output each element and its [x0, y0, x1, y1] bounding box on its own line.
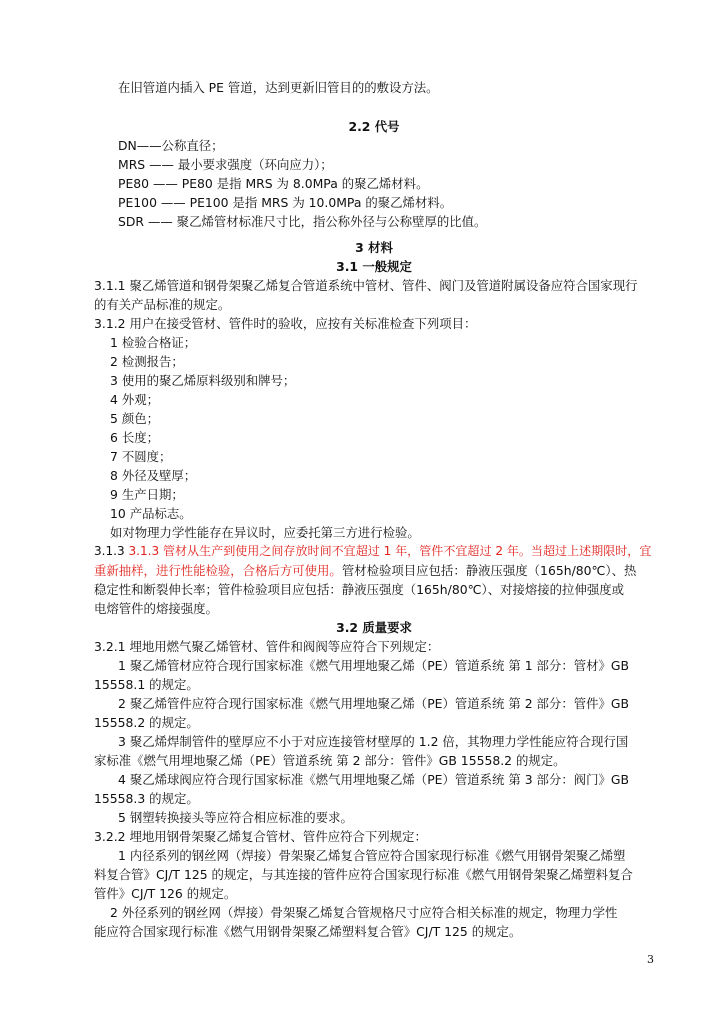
chapter-heading: 3 材料	[355, 240, 393, 255]
paragraph-line: 电熔管件的熔接强度。	[94, 601, 218, 616]
paragraph-line: 料复合管》CJ/T 125 的规定，与其连接的管件应符合国家现行标准《燃气用钢骨架聚乙烯塑料复合	[94, 867, 633, 882]
paragraph-line: 能应符合国家现行标准《燃气用钢骨架聚乙烯塑料复合管》CJ/T 125 的规定。	[94, 924, 522, 939]
definition-line: PE80 —— PE80 是指 MRS 为 8.0MPa 的聚乙烯材料。	[118, 176, 429, 191]
paragraph-line: 3.2.1 埋地用燃气聚乙烯管材、管件和阀阀等应符合下列规定：	[94, 639, 440, 654]
list-item: 6 长度；	[110, 430, 159, 445]
paragraph-line	[94, 561, 654, 580]
list-item: 4 聚乙烯球阀应符合现行国家标准《燃气用埋地聚乙烯（PE）管道系统 第 3 部分：阀门》GB	[118, 772, 629, 787]
list-item: 1 检验合格证；	[110, 335, 197, 350]
paragraph-line: 15558.1 的规定。	[94, 677, 199, 692]
definition-line: MRS —— 最小要求强度（环向应力）；	[118, 157, 333, 172]
list-item: 5 钢塑转换接头等应符合相应标准的要求。	[118, 810, 353, 825]
clause-number: 3.1.3	[94, 544, 129, 558]
paragraph-line: 3.1.2 用户在接受管材、管件时的验收，应按有关标准检查下列项目：	[94, 316, 477, 331]
section-heading: 2.2 代号	[348, 119, 400, 134]
paragraph-line	[94, 542, 654, 561]
list-item: 3 使用的聚乙烯原料级别和牌号；	[110, 373, 296, 388]
paragraph-line: 的有关产品标准的规定。	[94, 297, 231, 312]
list-item: 4 外观；	[110, 392, 159, 407]
paragraph-line: 管件》CJ/T 126 的规定。	[94, 886, 237, 901]
list-item: 3 聚乙烯焊制管件的壁厚应不小于对应连接管材壁厚的 1.2 倍，其物理力学性能应符合现行国	[118, 734, 629, 749]
highlighted-text: 3.1.3 管材从生产到使用之间存放时间不宜超过 1 年，管件不宜超过 2 年。当超过上述期限时，宜	[128, 544, 652, 558]
section-heading: 3.2 质量要求	[336, 620, 412, 635]
paragraph-text: 管材检验项目应包括：静液压强度（165h/80℃）、热	[341, 563, 637, 578]
paragraph-line: 3.2.2 埋地用钢骨架聚乙烯复合管材、管件应符合下列规定：	[94, 829, 427, 844]
list-item: 7 不圆度；	[110, 449, 172, 464]
definition-line: DN——公称直径；	[118, 138, 224, 153]
list-item: 2 聚乙烯管件应符合现行国家标准《燃气用埋地聚乙烯（PE）管道系统 第 2 部分：管件》GB	[118, 696, 629, 711]
paragraph-line: 3.1.1 聚乙烯管道和钢骨架聚乙烯复合管道系统中管材、管件、阀门及管道附属设备应符合国家现行	[94, 278, 638, 293]
paragraph-line: 如对物理力学性能存在异议时，应委托第三方进行检验。	[110, 525, 420, 540]
section-heading: 3.1 一般规定	[336, 259, 412, 274]
paragraph-line: 15558.2 的规定。	[94, 715, 199, 730]
page-number: 3	[647, 953, 654, 966]
list-item: 2 检测报告；	[110, 354, 184, 369]
list-item: 5 颜色；	[110, 411, 159, 426]
list-item: 10 产品标志。	[110, 506, 192, 521]
paragraph-line: 稳定性和断裂伸长率；管件检验项目应包括：静液压强度（165h/80℃）、对接熔接的拉伸强度或	[94, 582, 625, 597]
paragraph-line: 在旧管道内插入 PE 管道，达到更新旧管目的的敷设方法。	[118, 80, 439, 95]
paragraph-line: 15558.3 的规定。	[94, 791, 199, 806]
highlighted-text: 重新抽样，进行性能检验，合格后方可使用。	[94, 563, 342, 578]
paragraph-line: 家标准《燃气用埋地聚乙烯（PE）管道系统 第 2 部分：管件》GB 15558.2 的规定。	[94, 753, 566, 768]
list-item: 9 生产日期；	[110, 487, 184, 502]
definition-line: SDR —— 聚乙烯管材标准尺寸比，指公称外径与公称壁厚的比值。	[118, 214, 487, 229]
list-item: 8 外径及壁厚；	[110, 468, 197, 483]
list-item: 1 内径系列的钢丝网（焊接）骨架聚乙烯复合管应符合国家现行标准《燃气用钢骨架聚乙烯塑	[118, 848, 626, 863]
list-item: 2 外径系列的钢丝网（焊接）骨架聚乙烯复合管规格尺寸应符合相关标准的规定，物理力学性	[110, 905, 618, 920]
definition-line: PE100 —— PE100 是指 MRS 为 10.0MPa 的聚乙烯材料。	[118, 195, 453, 210]
list-item: 1 聚乙烯管材应符合现行国家标准《燃气用埋地聚乙烯（PE）管道系统 第 1 部分：管材》GB	[118, 658, 629, 673]
